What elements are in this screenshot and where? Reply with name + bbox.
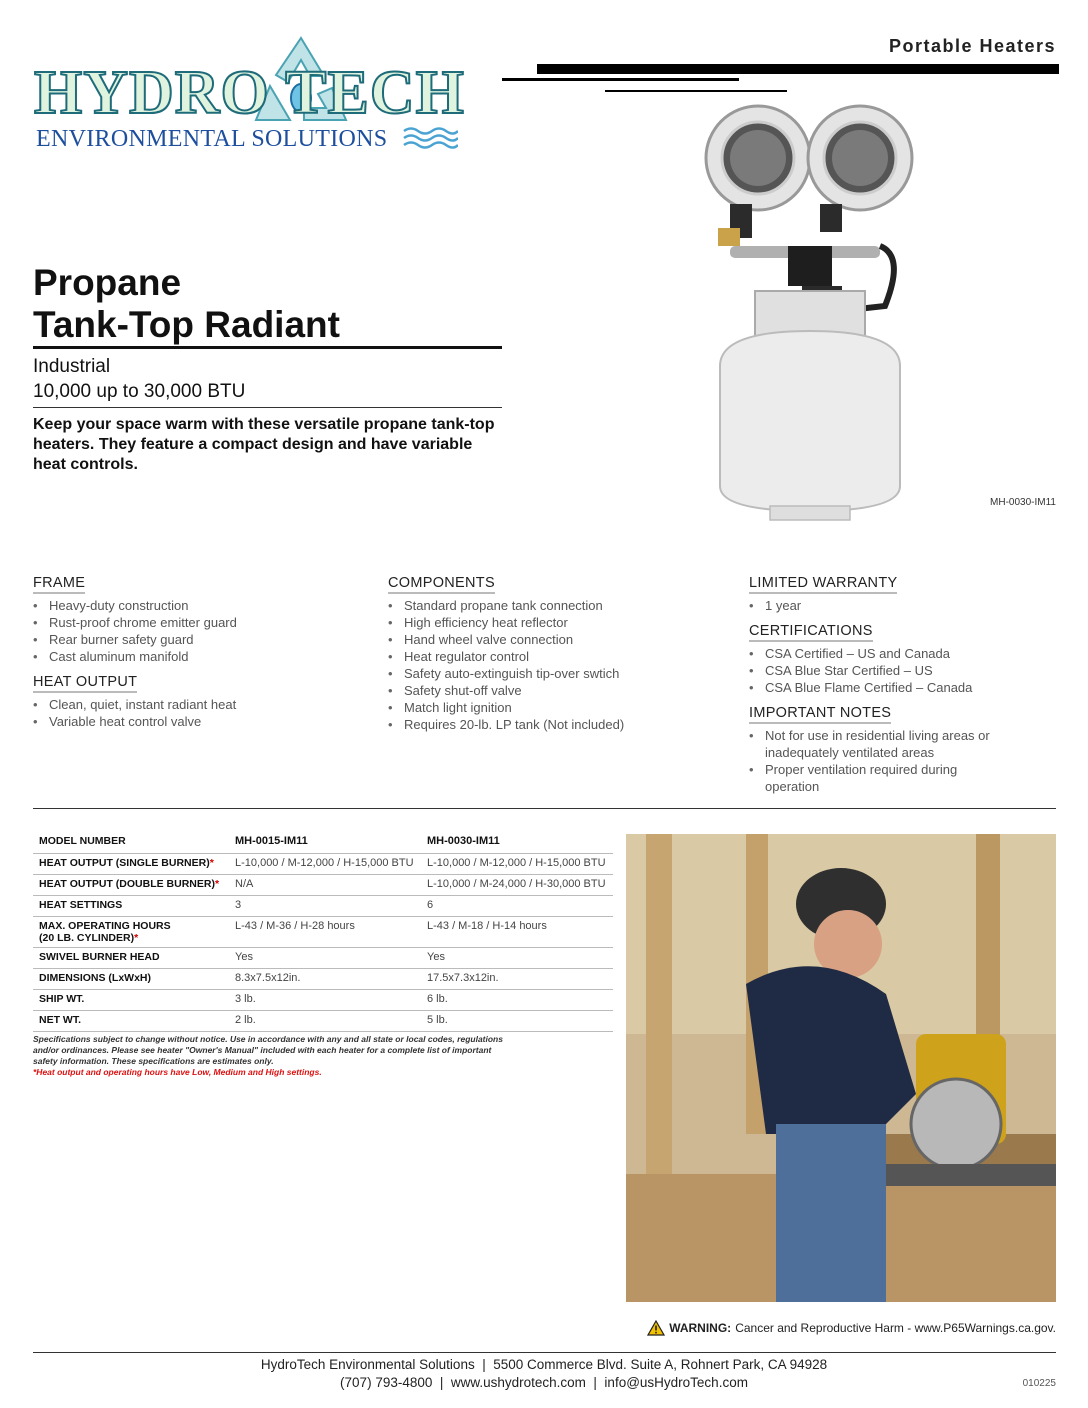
spec-label-text: MAX. OPERATING HOURS [39, 919, 171, 932]
header-bar [537, 64, 1059, 74]
spec-value-a: L-43 / M-36 / H-28 hours [229, 916, 421, 947]
components-section [388, 575, 728, 733]
list-item: • Cast aluminum manifold [33, 648, 363, 665]
heat-output-section [33, 674, 363, 730]
features-column-3 [749, 575, 1049, 804]
list-item: • CSA Blue Star Certified – US [749, 662, 1049, 679]
list-item: • Variable heat control valve [33, 713, 363, 730]
spec-value-b: L-10,000 / M-24,000 / H-30,000 BTU [421, 874, 613, 895]
spec-table [33, 832, 613, 1032]
spec-label-text: SHIP WT. [39, 992, 85, 1005]
spec-value-a: 3 lb. [229, 989, 421, 1010]
spec-label-text: DIMENSIONS (LxWxH) [39, 971, 152, 984]
page-title-line1: Propane [33, 262, 182, 303]
table-row [33, 853, 613, 874]
spec-label-text-2: (20 LB. CYLINDER) [39, 931, 135, 944]
category-title: Portable Heaters [888, 36, 1056, 56]
table-header-model-b: MH-0030-IM11 [421, 832, 613, 853]
list-item: • Heavy-duty construction [33, 597, 363, 614]
warranty-section [749, 575, 1049, 614]
spec-value-a: 2 lb. [229, 1010, 421, 1031]
spec-label [33, 874, 229, 895]
footnote-marker: * [209, 856, 214, 869]
frame-section [33, 575, 363, 665]
spec-value-b: 5 lb. [421, 1010, 613, 1031]
worker-photo [626, 834, 1056, 1302]
certifications-section [749, 623, 1049, 696]
spec-value-b: Yes [421, 947, 613, 968]
footnote-marker: * [214, 877, 220, 890]
spec-value-b: 6 lb. [421, 989, 613, 1010]
list-item: • Hand wheel valve connection [388, 631, 728, 648]
header-bar-thin-2 [605, 90, 787, 92]
list-item: • Rear burner safety guard [33, 631, 363, 648]
spec-value-b: L-10,000 / M-12,000 / H-15,000 BTU [421, 853, 613, 874]
list-item: • 1 year [749, 597, 1049, 614]
spec-value-a: L-10,000 / M-12,000 / H-15,000 BTU [229, 853, 421, 874]
spec-label-text: HEAT SETTINGS [39, 898, 123, 911]
certifications-list [749, 645, 1049, 696]
subtitle-line1: Industrial [33, 356, 111, 377]
heater-product-image [690, 96, 930, 526]
intro-paragraph: Keep your space warm with these versatile propane tank-top heaters. They feature a compact design and have variable heat controls. [33, 416, 495, 473]
document-code: 010225 [1022, 1378, 1056, 1389]
warning-label: WARNING: [669, 1321, 732, 1335]
spec-label [33, 916, 229, 947]
heat-output-list [33, 696, 363, 730]
warranty-heading: LIMITED WARRANTY [749, 575, 897, 594]
notes-heading: IMPORTANT NOTES [749, 705, 891, 724]
components-list [388, 597, 728, 733]
footnote-marker: * [134, 931, 139, 944]
spec-value-a: N/A [229, 874, 421, 895]
table-row [33, 968, 613, 989]
warning-text: Cancer and Reproductive Harm - www.P65Warnings.ca.gov. [735, 1321, 1056, 1335]
notes-list [749, 727, 1009, 795]
header-bar-thin [502, 78, 739, 81]
table-row [33, 947, 613, 968]
frame-list [33, 597, 363, 665]
warranty-list [749, 597, 1049, 614]
subtitle-line2: 10,000 up to 30,000 BTU [33, 381, 246, 402]
table-row [33, 989, 613, 1010]
spec-label [33, 968, 229, 989]
footer-divider [33, 1352, 1056, 1353]
list-item: • Not for use in residential living areas or inadequately ventilated areas [749, 727, 1009, 761]
spec-footnote: *Heat output and operating hours have Low, Medium and High settings. [33, 1067, 322, 1077]
table-row [33, 874, 613, 895]
spec-label [33, 853, 229, 874]
image-caption: MH-0030-IM11 [990, 497, 1056, 508]
list-item: • High efficiency heat reflector [388, 614, 728, 631]
spec-value-b: 6 [421, 895, 613, 916]
spec-label-text: HEAT OUTPUT (SINGLE BURNER) [39, 856, 210, 869]
waves-icon [402, 126, 458, 152]
spec-label [33, 1010, 229, 1031]
subtitle-divider [33, 407, 502, 408]
table-header-label: MODEL NUMBER [33, 832, 229, 853]
table-header-row [33, 832, 613, 853]
list-item: • Proper ventilation required during operation [749, 761, 1009, 795]
features-column-1 [33, 575, 363, 739]
list-item: • CSA Blue Flame Certified – Canada [749, 679, 1049, 696]
spec-value-b: 17.5x7.3x12in. [421, 968, 613, 989]
list-item: • CSA Certified – US and Canada [749, 645, 1049, 662]
spec-value-a: 3 [229, 895, 421, 916]
certifications-heading: CERTIFICATIONS [749, 623, 873, 642]
list-item: • Heat regulator control [388, 648, 728, 665]
list-item: • Safety auto-extinguish tip-over swtich [388, 665, 728, 682]
prop65-warning [647, 1320, 1056, 1336]
spec-value-a: 8.3x7.5x12in. [229, 968, 421, 989]
table-row [33, 895, 613, 916]
footer-contact: (707) 793-4800 | www.ushydrotech.com | info@usHydroTech.com [340, 1375, 748, 1390]
company-logo [34, 30, 474, 160]
spec-label [33, 895, 229, 916]
table-header-model-a: MH-0015-IM11 [229, 832, 421, 853]
spec-value-b: L-43 / M-18 / H-14 hours [421, 916, 613, 947]
notes-section [749, 705, 1049, 795]
spec-note [33, 1034, 503, 1078]
logo-title: HYDRO TECH [34, 59, 465, 127]
spec-label [33, 947, 229, 968]
title-divider [33, 346, 502, 349]
spec-disclaimer: Specifications subject to change without notice. Use in accordance with any and all state or local codes, regulations and/or ordinances. Please see heater "Owner's Manual" included with each heater for a complete list of important safety information. These specifications are estimates only. [33, 1034, 503, 1066]
list-item: • Safety shut-off valve [388, 682, 728, 699]
components-heading: COMPONENTS [388, 575, 495, 594]
spec-value-a: Yes [229, 947, 421, 968]
list-item: • Match light ignition [388, 699, 728, 716]
features-column-2 [388, 575, 728, 742]
list-item: • Standard propane tank connection [388, 597, 728, 614]
logo-subtitle: ENVIRONMENTAL SOLUTIONS [36, 126, 388, 152]
list-item: • Clean, quiet, instant radiant heat [33, 696, 363, 713]
page-title-line2: Tank-Top Radiant [33, 304, 340, 345]
spec-label [33, 989, 229, 1010]
warning-triangle-icon [647, 1320, 665, 1336]
spec-label-text: HEAT OUTPUT (DOUBLE BURNER) [39, 877, 215, 890]
frame-heading: FRAME [33, 575, 85, 594]
list-item: • Rust-proof chrome emitter guard [33, 614, 363, 631]
spec-label-text: NET WT. [39, 1013, 81, 1026]
page-title [33, 262, 340, 346]
heat-output-heading: HEAT OUTPUT [33, 674, 137, 693]
list-item: • Requires 20-lb. LP tank (Not included) [388, 716, 728, 733]
section-divider [33, 808, 1056, 809]
spec-label-text: SWIVEL BURNER HEAD [39, 950, 160, 963]
table-row [33, 1010, 613, 1031]
table-row [33, 916, 613, 947]
footer-address: HydroTech Environmental Solutions | 5500 Commerce Blvd. Suite A, Rohnert Park, CA 94928 [260, 1357, 828, 1372]
